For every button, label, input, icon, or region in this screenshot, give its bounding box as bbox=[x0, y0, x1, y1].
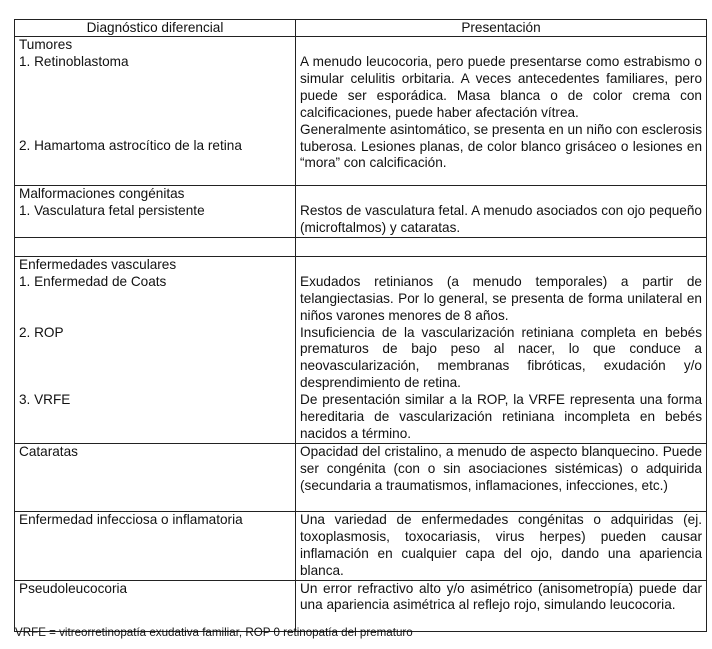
item-desc-hamartoma: Generalmente asintomático, se presenta en un niño con esclerosis tuberosa. Lesiones planas, de color blanco grisáceo o lesiones en “mora” con calcificación. bbox=[300, 121, 702, 171]
item-desc-vrfe: De presentación similar a la ROP, la VRFE representa una forma hereditaria de vascularización retiniana incompleta en bebés nacidos a término. bbox=[300, 392, 702, 441]
item-name-hamartoma: 2. Hamartoma astrocítico de la retina bbox=[19, 137, 242, 153]
differential-diagnosis-table bbox=[14, 19, 707, 632]
cell-tumores-right bbox=[296, 37, 707, 186]
item-name-rop: 2. ROP bbox=[19, 324, 64, 340]
item-name-vrfe: 3. VRFE bbox=[19, 391, 71, 407]
item-desc-rop: Insuficiencia de la vascularización retiniana completa en bebés prematuros de bajo peso al nacer, lo que conduce a neovascularización, membranas fibróticas, exudación y/o desprendimiento de retina. bbox=[300, 324, 702, 391]
cell-malformaciones-left bbox=[15, 186, 296, 238]
header-diagnostico: Diagnóstico diferencial bbox=[15, 20, 296, 37]
item-desc-vasculatura: Restos de vasculatura fetal. A menudo asociados con ojo pequeño (microftalmos) y cataratas. bbox=[300, 203, 702, 235]
item-name-vasculatura: 1. Vasculatura fetal persistente bbox=[19, 202, 205, 218]
table-row-malformaciones bbox=[15, 186, 707, 238]
header-row bbox=[15, 20, 707, 37]
cell-pseudo-right: Un error refractivo alto y/o asimétrico (anisometropía) puede dar una apariencia asimétrica al reflejo rojo, simulando leucocoria. bbox=[296, 580, 707, 631]
table-row-empty bbox=[15, 237, 707, 256]
cell-malformaciones-right bbox=[296, 186, 707, 238]
group-title-malformaciones: Malformaciones congénitas bbox=[19, 186, 185, 201]
table-footnote: VRFE = vitreorretinopatía exudativa familiar, ROP 0 retinopatía del prematuro bbox=[15, 626, 413, 639]
group-title-vasculares: Enfermedades vasculares bbox=[19, 256, 177, 272]
cell-cataratas-right: Opacidad del cristalino, a menudo de aspecto blanquecino. Puede ser congénita (con o sin asociaciones sistémicas) o adquirida (secundaria a traumatismos, inflamaciones, infecciones, etc.) bbox=[296, 443, 707, 511]
cell-pseudo-left: Pseudoleucocoria bbox=[15, 580, 296, 631]
table-row-cataratas bbox=[15, 443, 707, 511]
cell-infecciosa-left: Enfermedad infecciosa o inflamatoria bbox=[15, 511, 296, 580]
table-row-infecciosa bbox=[15, 511, 707, 580]
item-desc-retinoblastoma: A menudo leucocoria, pero puede presentarse como estrabismo o simular celulitis orbitaria. A veces antecedentes familiares, pero puede ser esporádica. Masa blanca o de color crema con calcificaciones, puede haber afectación vítrea. bbox=[300, 54, 702, 120]
cell-cataratas-left: Cataratas bbox=[15, 443, 296, 511]
table-row-pseudoleucocoria bbox=[15, 580, 707, 631]
item-name-coats: 1. Enfermedad de Coats bbox=[19, 273, 167, 289]
cell-infecciosa-right: Una variedad de enfermedades congénitas o adquiridas (ej. toxoplasmosis, toxocariasis, virus herpes) pueden causar inflamación en cualquier capa del ojo, dando una apariencia blanca. bbox=[296, 511, 707, 580]
table-row-tumores bbox=[15, 37, 707, 186]
cell-tumores-left bbox=[15, 37, 296, 186]
cell-vasculares-left bbox=[15, 256, 296, 443]
header-presentacion: Presentación bbox=[296, 20, 707, 37]
group-title-tumores: Tumores bbox=[19, 37, 73, 52]
cell-vasculares-right bbox=[296, 256, 707, 443]
item-desc-coats: Exudados retinianos (a menudo temporales) a partir de telangiectasias. Por lo general, se presenta de forma unilateral en niños varones menores de 8 años. bbox=[300, 273, 702, 323]
table-row-vasculares bbox=[15, 256, 707, 443]
item-name-retinoblastoma: 1. Retinoblastoma bbox=[19, 53, 129, 69]
